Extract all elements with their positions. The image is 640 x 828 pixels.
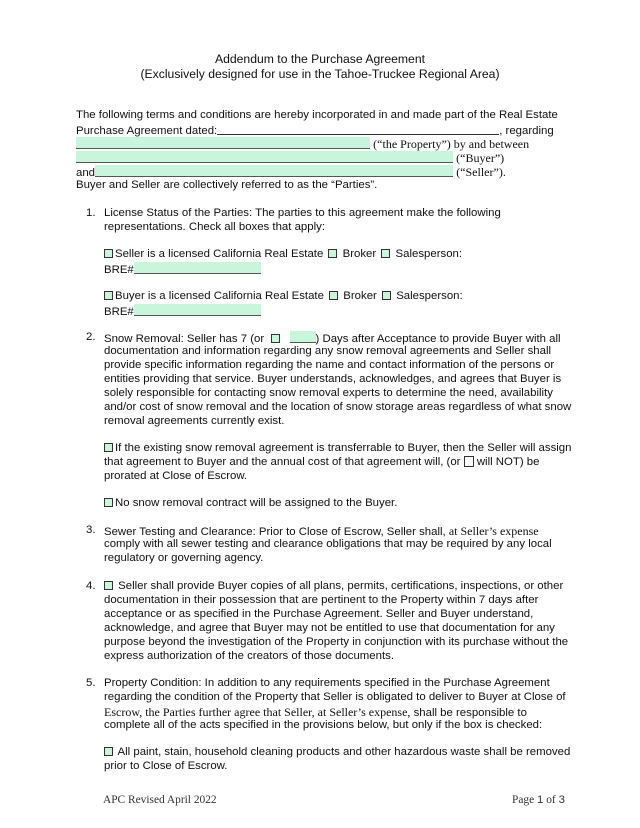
section-5-line-3b: shall be responsible to: [413, 707, 527, 719]
buyer-bre-row: [104, 304, 261, 318]
page-total: 3: [558, 794, 565, 806]
intro-line-1: The following terms and conditions are hereby incorporated in and made part of the Real Estate: [76, 109, 558, 121]
and-word: and: [76, 167, 96, 179]
plans-permits-checkbox[interactable]: [104, 581, 113, 590]
snow-transfer-line-2b: will NOT) be: [476, 456, 540, 468]
regarding-label: , regarding: [499, 125, 554, 137]
buyer-salesperson-checkbox[interactable]: [382, 291, 391, 300]
will-not-checkbox[interactable]: [464, 456, 474, 467]
of-word: of: [546, 794, 556, 806]
section-5-line-1: Property Condition: In addition to any requirements specified in the Purchase Agreement: [104, 677, 550, 689]
document-title: Addendum to the Purchase Agreement: [214, 52, 426, 66]
plans-permits-label: Seller shall provide Buyer copies of all plans, permits, certifications, inspections, or other: [118, 580, 564, 592]
intro-line-2: [76, 123, 554, 137]
section-2-line-5: solely responsible for contacting snow removal experts to determine the need, availability: [104, 387, 553, 399]
section-2-line-2: documentation and information regarding any snow removal agreements and Seller shall: [104, 345, 552, 357]
seller-name-field[interactable]: [95, 165, 453, 177]
section-3-line-3: regulatory or governing agency.: [104, 552, 264, 564]
hazardous-waste-line-1: All paint, stain, household cleaning products and other hazardous waste shall be removed: [117, 746, 571, 758]
seller-broker-label: Broker: [342, 248, 377, 260]
section-4-number: 4.: [86, 580, 96, 592]
footer-revision: APC Revised April 2022: [103, 794, 217, 806]
seller-bre-label: BRE#: [104, 264, 134, 276]
property-label: (“the Property”) by and between: [373, 137, 530, 151]
section-4-line-5: purpose beyond the investigation of the Property in conjunction with its purchase without the: [104, 636, 569, 648]
section-1-line-2: representations. Check all boxes that apply:: [104, 221, 325, 233]
agreement-date-field[interactable]: [217, 123, 499, 135]
hazardous-waste-checkbox[interactable]: [104, 747, 113, 756]
seller-licensed-label: Seller is a licensed California Real Estate: [115, 248, 324, 260]
buyer-licensed-checkbox[interactable]: [104, 291, 113, 300]
section-3-line-1: [104, 524, 539, 539]
intro-line-3: [76, 137, 529, 152]
buyer-bre-field[interactable]: [134, 304, 261, 316]
parties-line: Buyer and Seller are collectively referred to as the “Parties”.: [76, 179, 378, 191]
section-4-line-4: acknowledge, and agree that Buyer may not be entitled to use that documentation for any: [104, 622, 555, 634]
page-word: Page: [512, 794, 535, 806]
snow-transfer-line-3: prorated at Close of Escrow.: [104, 470, 248, 482]
section-4-line-6: express authorization of the creators of those documents.: [104, 650, 394, 662]
section-3-number: 3.: [86, 524, 96, 536]
buyer-license-row: [104, 290, 463, 302]
section-5-number: 5.: [86, 677, 96, 689]
buyer-broker-checkbox[interactable]: [329, 291, 338, 300]
footer-page-number: [512, 794, 565, 806]
buyer-label: (“Buyer”): [456, 151, 505, 165]
snow-removal-suffix: ) Days after Acceptance to provide Buyer with all: [315, 333, 561, 345]
section-2-line-1: [104, 331, 561, 345]
no-snow-contract-checkbox[interactable]: [104, 498, 113, 507]
seller-licensed-checkbox[interactable]: [104, 249, 113, 258]
section-5-line-4: complete all of the acts specified in the provisions below, but only if the box is checked:: [104, 719, 543, 731]
section-2-line-6: and/or cost of snow removal and the location of snow storage areas regardless of what snow: [104, 401, 572, 413]
section-5-line-3a: Escrow, the Parties further agree that Seller, at Seller’s expense,: [104, 705, 411, 719]
property-field[interactable]: [76, 137, 370, 149]
snow-transfer-line-2a: that agreement to Buyer and the annual cost of that agreement will, (or: [104, 456, 461, 468]
snow-days-checkbox[interactable]: [271, 334, 280, 343]
snow-transfer-row: [104, 442, 571, 454]
snow-removal-label: Snow Removal: Seller has 7 (or: [104, 333, 265, 345]
hazardous-waste-row: [104, 746, 570, 758]
snow-days-field[interactable]: [290, 331, 316, 343]
snow-transfer-checkbox[interactable]: [104, 443, 113, 452]
sewer-expense-text: at Seller’s expense: [448, 524, 539, 538]
seller-bre-row: [104, 262, 261, 276]
section-1-line-1: License Status of the Parties: The parties to this agreement make the following: [104, 207, 501, 219]
section-5-line-2: regarding the condition of the Property that Seller is obligated to deliver to Buyer at Close of: [104, 691, 566, 703]
section-2-line-7: removal agreements currently exist.: [104, 415, 285, 427]
section-2-number: 2.: [86, 331, 96, 343]
no-snow-contract-row: [104, 497, 397, 509]
buyer-licensed-label: Buyer is a licensed California Real Estate: [115, 290, 324, 302]
section-3-line-2: comply with all sewer testing and clearance obligations that may be required by any local: [104, 538, 552, 550]
seller-broker-checkbox[interactable]: [328, 249, 337, 258]
page-current: 1: [537, 794, 544, 806]
section-4-line-1: [104, 580, 563, 592]
seller-bre-field[interactable]: [134, 262, 261, 274]
sewer-testing-label: Sewer Testing and Clearance: Prior to Close of Escrow, Seller shall,: [104, 526, 446, 538]
section-4-line-2: documentation in their possession that are pertinent to the Property within 7 days after: [104, 594, 539, 606]
section-4-line-3: acceptance or as specified in the Purchase Agreement. Seller and Buyer understand,: [104, 608, 534, 620]
agreement-dated-label: Purchase Agreement dated:: [76, 125, 218, 137]
seller-license-row: [104, 248, 462, 260]
buyer-salesperson-label: Salesperson:: [396, 290, 463, 302]
seller-label: (“Seller”).: [456, 165, 506, 179]
document-subtitle: (Exclusively designed for use in the Tahoe-Truckee Regional Area): [140, 67, 500, 81]
section-2-line-4: entities providing that service. Buyer understands, acknowledges, and agrees that Buyer is: [104, 373, 562, 385]
seller-salesperson-checkbox[interactable]: [381, 249, 390, 258]
buyer-name-field[interactable]: [76, 151, 453, 163]
section-2-line-3: provide specific information regarding the name and contact information of the persons or: [104, 359, 555, 371]
section-5-line-3: [104, 705, 527, 720]
snow-transfer-line-1: If the existing snow removal agreement is transferrable to Buyer, then the Seller will assign: [115, 442, 572, 454]
snow-transfer-row-2: [104, 456, 539, 468]
buyer-bre-label: BRE#: [104, 306, 134, 318]
intro-line-5: [76, 165, 506, 180]
section-1-number: 1.: [86, 207, 96, 219]
hazardous-waste-line-2: prior to Close of Escrow.: [104, 760, 228, 772]
buyer-broker-label: Broker: [343, 290, 377, 302]
no-snow-contract-label: No snow removal contract will be assigned to the Buyer.: [115, 497, 398, 509]
intro-line-4: [76, 151, 504, 166]
seller-salesperson-label: Salesperson:: [395, 248, 463, 260]
